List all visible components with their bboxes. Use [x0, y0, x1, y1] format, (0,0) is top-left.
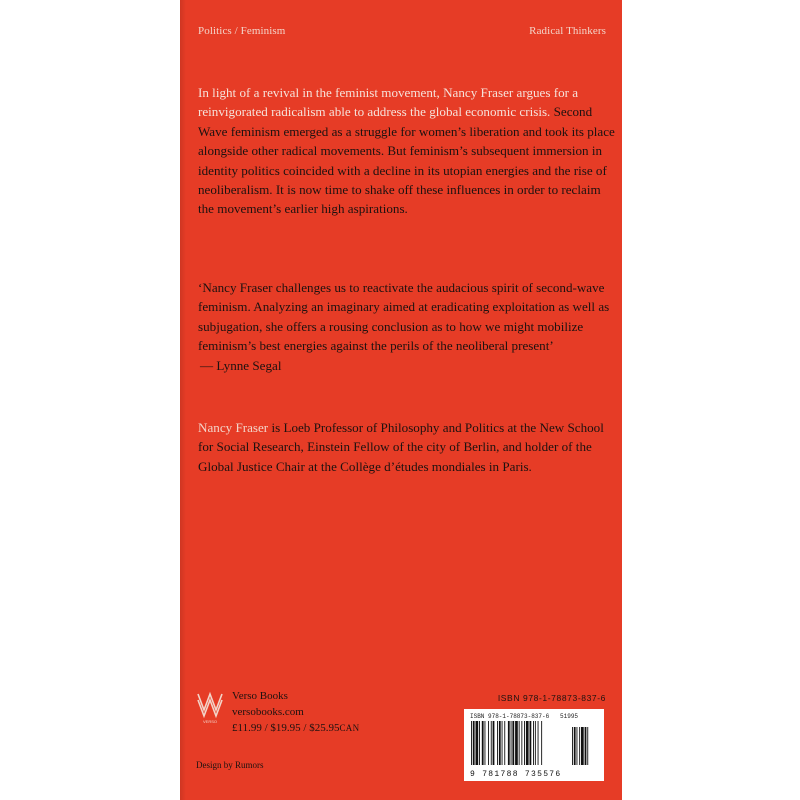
price: £11.99 / $19.95 / $25.95	[232, 722, 340, 734]
publisher-url: versobooks.com	[232, 706, 304, 718]
author-bio	[198, 418, 618, 476]
book-back-cover	[180, 0, 622, 800]
design-credit: Design by Rumors	[196, 760, 264, 770]
author-name: Nancy Fraser	[198, 420, 269, 435]
logo-caption: VERSO	[202, 719, 218, 724]
price-suffix: CAN	[339, 723, 360, 733]
category-label: Politics / Feminism	[198, 25, 286, 37]
blurb-paragraph	[198, 83, 618, 219]
publisher-name: Verso Books	[232, 690, 288, 702]
isbn-label: ISBN 978-1-78873-837-6	[497, 693, 606, 703]
barcode	[464, 709, 604, 781]
series-label: Radical Thinkers	[529, 25, 606, 37]
quote-text: ‘Nancy Fraser challenges us to reactivate the audacious spirit of second-wave feminism. Analyzing an imaginary aimed at eradicating exploitation as well as subjugation, she offers a rousing conclusion as to how we might mobilize feminism’s best energies against the perils of the neoliberal present’	[198, 280, 610, 354]
verso-logo-icon	[196, 690, 224, 724]
bio-text: is Loeb Professor of Philosophy and Politics at the New School for Social Research, Einstein Fellow of the city of Berlin, and holder of the Global Justice Chair at the Collège d’études mondiales in Paris.	[198, 420, 604, 474]
barcode-addon: 51995	[560, 713, 579, 720]
price-line	[232, 720, 359, 736]
barcode-digits: 9 781788 735576	[470, 770, 562, 779]
publisher-block	[196, 688, 359, 736]
barcode-top-text	[470, 713, 598, 721]
review-quote	[198, 278, 618, 375]
barcode-bars	[470, 721, 598, 765]
barcode-isbn: ISBN 978-1-78873-837-6	[470, 713, 550, 720]
quote-attribution: — Lynne Segal	[200, 357, 282, 373]
blurb-lead: In light of a revival in the feminist movement, Nancy Fraser argues for a reinvigorated radicalism able to address the global economic crisis.	[198, 85, 579, 120]
publisher-lines	[232, 688, 359, 736]
blurb-body: Second Wave feminism emerged as a struggle for women’s liberation and took its place alongside other radical movements. But feminism’s subsequent immersion in identity politics coincided with a decline in its utopian energies and the rise of neoliberalism. It is now time to shake off these influences in order to reclaim the movement’s earlier high aspirations.	[198, 104, 615, 217]
